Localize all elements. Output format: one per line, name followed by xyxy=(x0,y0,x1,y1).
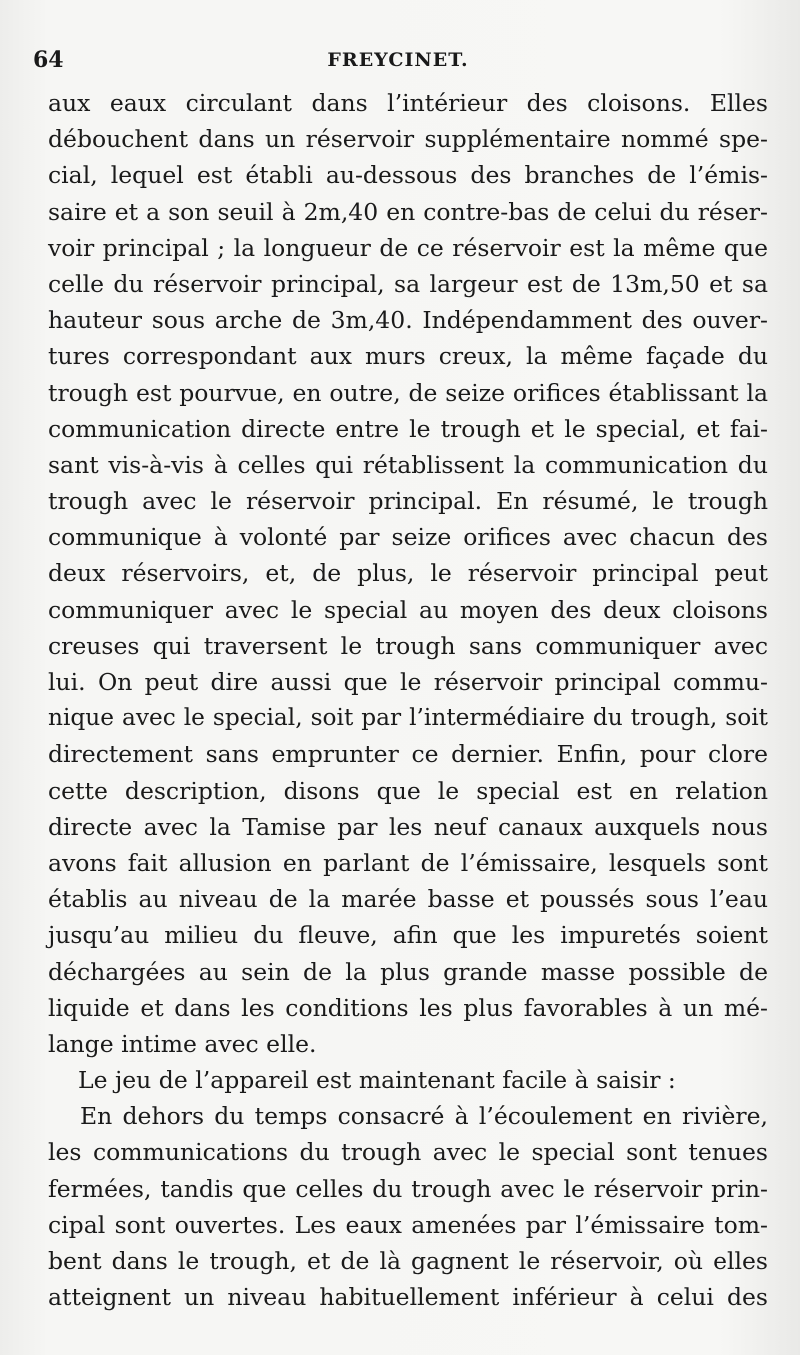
text-line: liquide et dans les conditions les plus favorables à un mé- xyxy=(48,993,768,1022)
text-line: bent dans le trough, et de là gagnent le réservoir, où elles xyxy=(48,1247,768,1275)
text-line: jusqu’au milieu du fleuve, afin que les impuretés soient xyxy=(48,921,768,950)
page-header xyxy=(33,40,763,80)
text-line: aux eaux circulant dans l’intérieur des cloisons. Elles xyxy=(48,89,768,117)
page-number: 64 xyxy=(33,47,64,73)
text-line: atteignent un niveau habituellement inférieur à celui des xyxy=(48,1283,768,1312)
text-line: lange intime avec elle. xyxy=(48,1029,317,1058)
text-line: lui. On peut dire aussi que le réservoir principal commu- xyxy=(48,668,768,696)
text-line: nique avec le special, soit par l’intermédiaire du trough, soit xyxy=(48,704,768,732)
text-line: creuses qui traversent le trough sans communiquer avec xyxy=(48,631,768,660)
text-line: communication directe entre le trough et le special, et fai- xyxy=(48,414,768,443)
text-line: saire et a son seuil à 2m,40 en contre-bas de celui du réser- xyxy=(48,197,768,226)
text-line: Le jeu de l’appareil est maintenant facile à saisir : xyxy=(78,1066,676,1095)
text-line: fermées, tandis que celles du trough avec le réservoir prin- xyxy=(48,1174,768,1203)
text-line: communiquer avec le special au moyen des deux cloisons xyxy=(48,595,768,624)
text-line: déchargées au sein de la plus grande masse possible de xyxy=(48,957,768,986)
text-line: cipal sont ouvertes. Les eaux amenées par l’émissaire tom- xyxy=(48,1210,768,1239)
text-line: deux réservoirs, et, de plus, le réservoir principal peut xyxy=(48,559,768,588)
text-line: hauteur sous arche de 3m,40. Indépendamment des ouver- xyxy=(48,306,768,335)
text-line: directe avec la Tamise par les neuf canaux auxquels nous xyxy=(48,812,768,841)
text-line: sant vis-à-vis à celles qui rétablissent la communication du xyxy=(48,450,768,479)
text-line: voir principal ; la longueur de ce réservoir est la même que xyxy=(48,233,768,262)
text-line: directement sans emprunter ce dernier. Enfin, pour clore xyxy=(48,740,768,769)
text-line: tures correspondant aux murs creux, la même façade du xyxy=(48,342,768,371)
text-line: communique à volonté par seize orifices avec chacun des xyxy=(48,523,768,552)
text-line: débouchent dans un réservoir supplémentaire nommé spe- xyxy=(48,125,768,154)
text-line: cette description, disons que le special est en relation xyxy=(48,776,768,805)
running-title: FREYCINET. xyxy=(327,49,469,71)
text-line: les communications du trough avec le special sont tenues xyxy=(48,1138,768,1167)
text-line: trough est pourvue, en outre, de seize orifices établissant la xyxy=(48,378,768,407)
text-line: En dehors du temps consacré à l’écoulement en rivière, xyxy=(80,1102,768,1131)
text-line: établis au niveau de la marée basse et poussés sous l’eau xyxy=(48,885,768,914)
text-line: cial, lequel est établi au-dessous des branches de l’émis- xyxy=(48,161,768,190)
body-text xyxy=(48,85,768,1315)
text-line: trough avec le réservoir principal. En résumé, le trough xyxy=(48,487,768,516)
text-line: avons fait allusion en parlant de l’émissaire, lesquels sont xyxy=(48,848,768,877)
text-line: celle du réservoir principal, sa largeur est de 13m,50 et sa xyxy=(48,269,768,298)
